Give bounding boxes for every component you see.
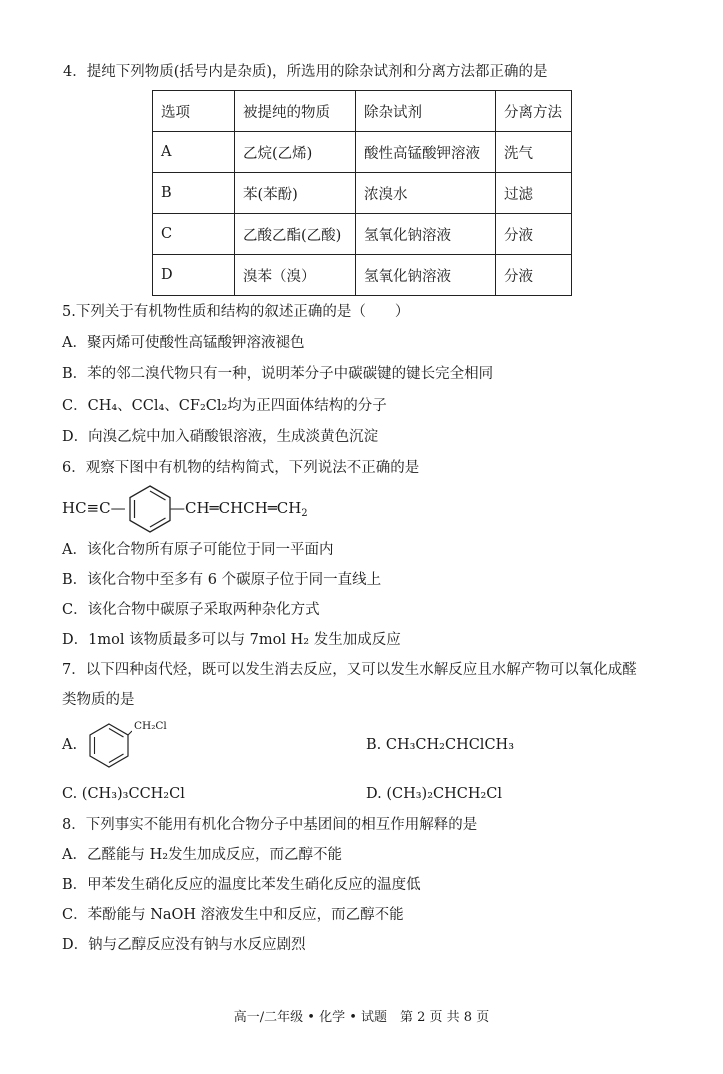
question-7-option-a-structure — [86, 718, 206, 768]
question-7-option-a-label: A. — [62, 737, 78, 753]
question-4-stem: 4．提纯下列物质(括号内是杂质)，所选用的除杂试剂和分离方法都正确的是 — [63, 64, 548, 80]
table-cell: 氢氧化钠溶液 — [356, 255, 496, 296]
table-row — [153, 132, 572, 173]
table-header-cell: 选项 — [153, 91, 235, 132]
table-cell: 酸性高锰酸钾溶液 — [356, 132, 496, 173]
question-5-stem: 5.下列关于有机物性质和结构的叙述正确的是（ ） — [62, 304, 410, 320]
page-footer: 高一/二年级 • 化学 • 试题 第 2 页 共 8 页 — [233, 1010, 490, 1025]
question-8-stem: 8．下列事实不能用有机化合物分子中基团间的相互作用解释的是 — [62, 817, 478, 833]
table-cell: 苯(苯酚) — [235, 173, 356, 214]
table-row — [153, 255, 572, 296]
question-6-option-d: D．1mol 该物质最多可以与 7mol H₂ 发生加成反应 — [62, 632, 401, 648]
question-7-stem-line2: 类物质的是 — [62, 692, 135, 708]
formula-subscript: 2 — [301, 508, 308, 519]
benzene-ring-icon — [86, 722, 132, 768]
question-6-option-b: B．该化合物中至多有 6 个碳原子位于同一直线上 — [62, 572, 382, 588]
table-cell: 乙酸乙酯(乙酸) — [235, 214, 356, 255]
table-cell: 溴苯（溴） — [235, 255, 356, 296]
table-cell: B — [153, 173, 235, 214]
table-header-cell: 分离方法 — [496, 91, 572, 132]
table-cell: C — [153, 214, 235, 255]
table-cell: 洗气 — [496, 132, 572, 173]
table-cell: 乙烷(乙烯) — [235, 132, 356, 173]
formula-left-text: HC≡C— — [62, 499, 126, 517]
formula-chain: —CH═CHCH═CH — [170, 499, 302, 517]
table-cell: A — [153, 132, 235, 173]
question-7-option-d: D. (CH₃)₂CHCH₂Cl — [366, 786, 503, 802]
question-7-option-b: B. CH₃CH₂CHClCH₃ — [366, 737, 515, 753]
question-5-option-c: C．CH₄、CCl₄、CF₂Cl₂均为正四面体结构的分子 — [62, 398, 387, 414]
table-cell: 浓溴水 — [356, 173, 496, 214]
question-6-option-a: A．该化合物所有原子可能位于同一平面内 — [62, 542, 334, 558]
options-table — [152, 90, 572, 296]
table-cell: 过滤 — [496, 173, 572, 214]
question-8-option-c: C．苯酚能与 NaOH 溶液发生中和反应，而乙醇不能 — [62, 907, 404, 923]
table-header-row — [153, 91, 572, 132]
table-header-cell: 被提纯的物质 — [235, 91, 356, 132]
chloromethyl-group-label: CH₂Cl — [134, 720, 167, 732]
question-8-option-a: A．乙醛能与 H₂发生加成反应，而乙醇不能 — [62, 847, 343, 863]
question-6-stem: 6．观察下图中有机物的结构简式，下列说法不正确的是 — [62, 460, 420, 476]
formula-right-text — [170, 498, 308, 524]
question-5-option-a: A．聚丙烯可使酸性高锰酸钾溶液褪色 — [62, 335, 305, 351]
table-cell: 分液 — [496, 214, 572, 255]
question-8-option-d: D．钠与乙醇反应没有钠与水反应剧烈 — [62, 937, 306, 953]
question-8-option-b: B．甲苯发生硝化反应的温度比苯发生硝化反应的温度低 — [62, 877, 421, 893]
table-cell: 氢氧化钠溶液 — [356, 214, 496, 255]
table-cell: D — [153, 255, 235, 296]
question-5-option-d: D．向溴乙烷中加入硝酸银溶液，生成淡黄色沉淀 — [62, 429, 379, 445]
question-5-option-b: B．苯的邻二溴代物只有一种，说明苯分子中碳碳键的键长完全相同 — [62, 366, 494, 382]
table-row — [153, 214, 572, 255]
table-header-cell: 除杂试剂 — [356, 91, 496, 132]
structural-formula — [62, 484, 402, 534]
benzene-ring-icon — [126, 484, 174, 534]
table-cell: 分液 — [496, 255, 572, 296]
table-row — [153, 173, 572, 214]
question-6-option-c: C．该化合物中碳原子采取两种杂化方式 — [62, 602, 320, 618]
question-7-option-c: C. (CH₃)₃CCH₂Cl — [62, 786, 185, 802]
question-7-stem-line1: 7．以下四种卤代烃，既可以发生消去反应，又可以发生水解反应且水解产物可以氧化成醛 — [62, 662, 637, 678]
